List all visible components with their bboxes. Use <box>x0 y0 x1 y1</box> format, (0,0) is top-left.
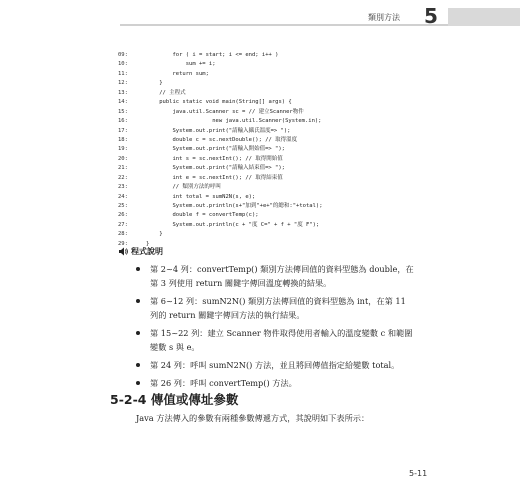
line-number: 28: <box>118 231 128 238</box>
code-line <box>118 193 408 202</box>
line-number: 24: <box>118 193 128 200</box>
bullet-icon <box>136 381 140 385</box>
code-text: System.out.println(s+"加到"+e+"的總和:"+total); <box>146 203 323 209</box>
code-text: int e = sc.nextInt(); // 取得結束值 <box>146 174 283 181</box>
section-paragraph: Java 方法傳入的參數有兩種參數傳遞方式，其說明如下表所示： <box>136 413 370 423</box>
code-line <box>118 79 408 88</box>
line-number: 11: <box>118 70 128 77</box>
code-line <box>118 127 408 136</box>
code-line <box>118 230 408 239</box>
line-number: 12: <box>118 80 128 87</box>
code-text: return sum; <box>146 70 209 77</box>
line-number: 26: <box>118 212 128 219</box>
line-number: 27: <box>118 221 128 228</box>
chapter-number: 5 <box>424 4 438 28</box>
code-text: public static void main(String[] args) { <box>146 99 292 106</box>
code-line <box>118 98 408 107</box>
code-line <box>118 70 408 79</box>
code-line <box>118 221 408 230</box>
code-text: java.util.Scanner sc = // 建立Scanner物件 <box>146 108 304 115</box>
code-line <box>118 136 408 145</box>
bullet-icon <box>136 363 140 367</box>
code-text: sum += i; <box>146 61 216 68</box>
code-line <box>118 145 408 154</box>
code-line <box>118 164 408 173</box>
code-text: } <box>146 240 150 247</box>
bullet-icon <box>136 331 140 335</box>
code-text: } <box>146 80 163 87</box>
code-line <box>118 117 408 126</box>
page-header <box>0 0 520 36</box>
line-number: 19: <box>118 146 128 153</box>
code-text: } <box>146 231 163 238</box>
code-text: // 主程式 <box>146 89 186 96</box>
list-item: 第 2~4 列：convertTemp() 類別方法傳回值的資料型態為 double，在第 3 列使用 return 關鍵字傳回溫度轉換的結果。 <box>136 262 414 290</box>
line-number: 29: <box>118 240 128 247</box>
page-number: 5-11 <box>409 469 428 478</box>
list-item: 第 6~12 列：sumN2N() 類別方法傳回值的資料型態為 int，在第 11 列的 return 關鍵字傳回方法的執行結果。 <box>136 294 414 322</box>
code-line <box>118 174 408 183</box>
code-text: System.out.print("請輸入結束值=> "); <box>146 165 285 172</box>
section-heading: 5-2-4 傳值或傳址參數 <box>110 392 239 407</box>
code-text: int s = sc.nextInt(); // 取得開始值 <box>146 155 283 162</box>
code-text: System.out.print("請輸入開始值=> "); <box>146 146 285 153</box>
code-line <box>118 60 408 69</box>
code-line <box>118 155 408 164</box>
chapter-label: 類別方法 <box>368 13 400 22</box>
line-number: 10: <box>118 61 128 68</box>
list-item: 第 15~22 列：建立 Scanner 物件取得使用者輸入的溫度變數 c 和範圍變數 s 與 e。 <box>136 326 414 354</box>
line-number: 14: <box>118 99 128 106</box>
code-text: System.out.print("請輸入攝氏溫度=> "); <box>146 127 291 134</box>
line-number: 16: <box>118 118 128 125</box>
code-text: double c = sc.nextDouble(); // 取得溫度 <box>146 136 298 143</box>
code-line <box>118 183 408 192</box>
line-number: 18: <box>118 136 128 143</box>
line-number: 21: <box>118 165 128 172</box>
code-line <box>118 211 408 220</box>
code-text: new java.util.Scanner(System.in); <box>146 118 322 125</box>
line-number: 20: <box>118 155 128 162</box>
list-item: 第 26 列：呼叫 convertTemp() 方法。 <box>136 376 414 390</box>
speaker-icon <box>118 247 128 256</box>
explanation-heading <box>118 246 163 257</box>
line-number: 15: <box>118 108 128 115</box>
bullet-icon <box>136 267 140 271</box>
code-line <box>118 51 408 60</box>
line-number: 23: <box>118 184 128 191</box>
code-text: int total = sumN2N(s, e); <box>146 193 256 200</box>
bullet-icon <box>136 299 140 303</box>
line-number: 22: <box>118 174 128 181</box>
code-text: System.out.println(c + "度 C=" + f + "度 F"); <box>146 221 320 228</box>
line-number: 25: <box>118 203 128 209</box>
explanation-list <box>136 262 414 394</box>
code-line <box>118 202 408 211</box>
code-text: // 類別方法的呼叫 <box>146 184 221 191</box>
code-text: for ( i = start; i <= end; i++ ) <box>146 52 279 58</box>
line-number: 13: <box>118 89 128 96</box>
code-text: double f = convertTemp(c); <box>146 212 259 219</box>
code-line <box>118 89 408 98</box>
code-listing <box>118 51 408 249</box>
line-number: 17: <box>118 127 128 134</box>
chapter-tab-block <box>448 8 520 26</box>
list-item: 第 24 列：呼叫 sumN2N() 方法，並且將回傳值指定給變數 total。 <box>136 358 414 372</box>
explanation-heading-text: 程式說明 <box>131 247 163 256</box>
code-line <box>118 108 408 117</box>
line-number: 09: <box>118 52 128 58</box>
